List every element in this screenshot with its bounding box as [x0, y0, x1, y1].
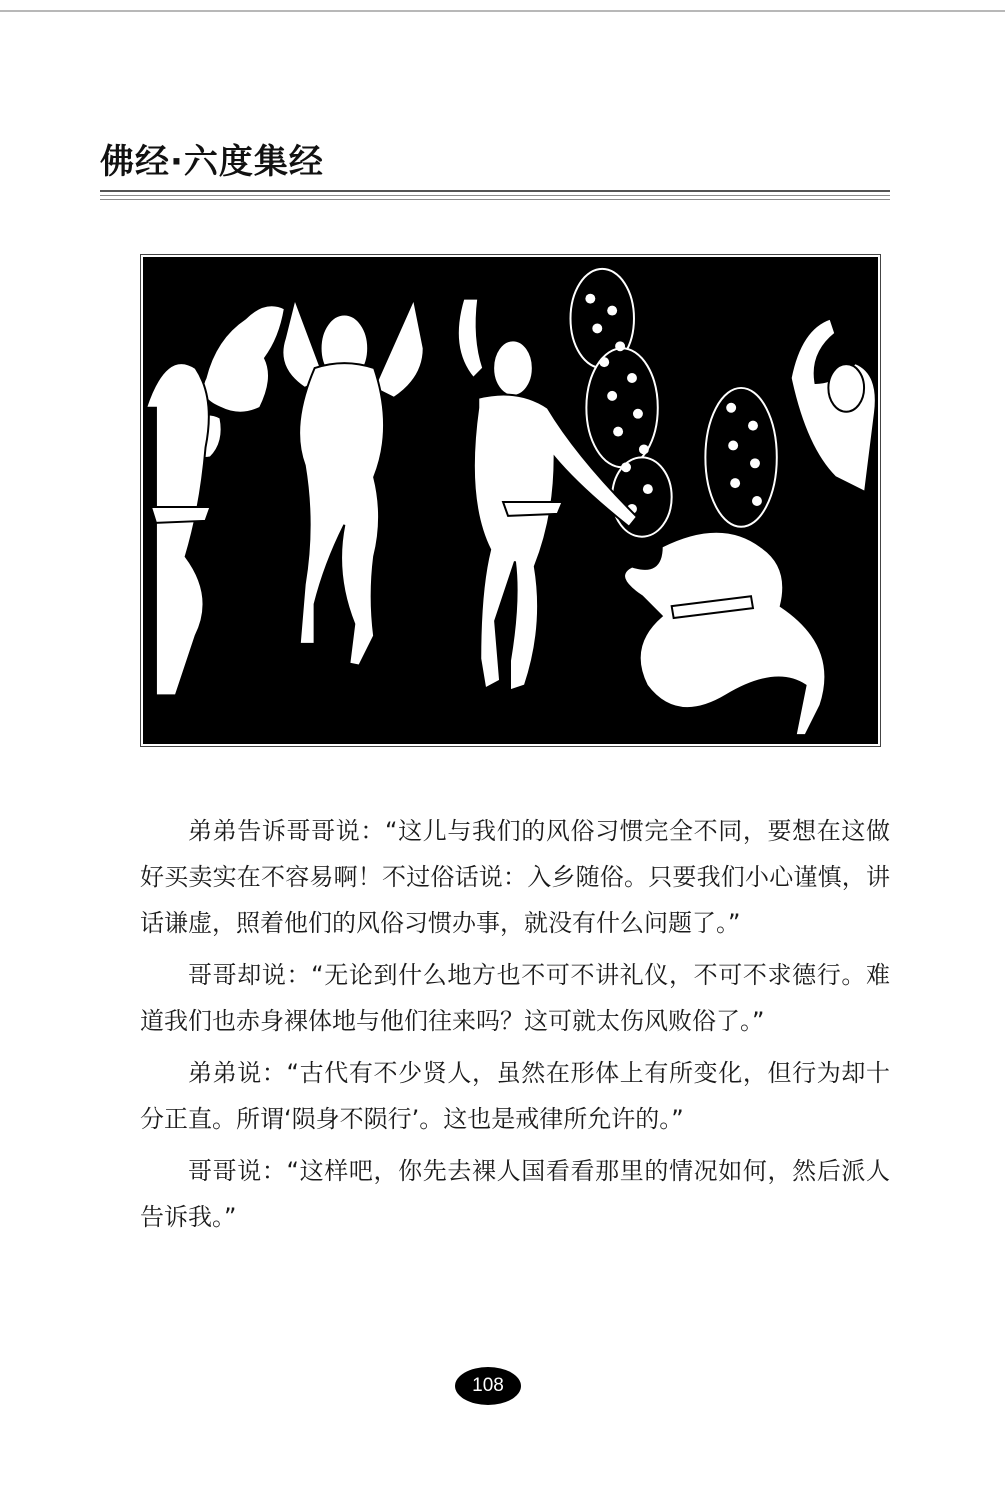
paragraph-2: 哥哥却说：“无论到什么地方也不可不讲礼仪，不可不求德行。难道我们也赤身裸体地与他们往来吗？这可就太伤风败俗了。”: [140, 961, 890, 1035]
woodcut-illustration: [143, 257, 878, 744]
body-text-block: [140, 808, 890, 1246]
paragraph-3: 弟弟说：“古代有不少贤人，虽然在形体上有所变化，但行为却十分正直。所谓‘陨身不陨行’。这也是戒律所允许的。”: [140, 1059, 890, 1133]
page-number-badge: 108: [455, 1367, 521, 1405]
header-rule-thin-lower: [100, 199, 890, 200]
paragraph-4: 哥哥说：“这样吧，你先去裸人国看看那里的情况如何，然后派人告诉我。”: [140, 1157, 890, 1231]
top-page-rule: [0, 10, 1005, 12]
page-header-title: 佛经·六度集经: [100, 142, 324, 182]
foliage-right: [705, 388, 776, 527]
header-rule-thin: [100, 195, 890, 196]
dancing-figures-drawing: [145, 259, 876, 742]
header-rule-thick: [100, 190, 890, 192]
paragraph-1: 弟弟告诉哥哥说：“这儿与我们的风俗习惯完全不同，要想在这做好买卖实在不容易啊！不过俗话说：入乡随俗。只要我们小心谨慎，讲话谦虚，照着他们的风俗习惯办事，就没有什么问题了。”: [140, 817, 890, 937]
